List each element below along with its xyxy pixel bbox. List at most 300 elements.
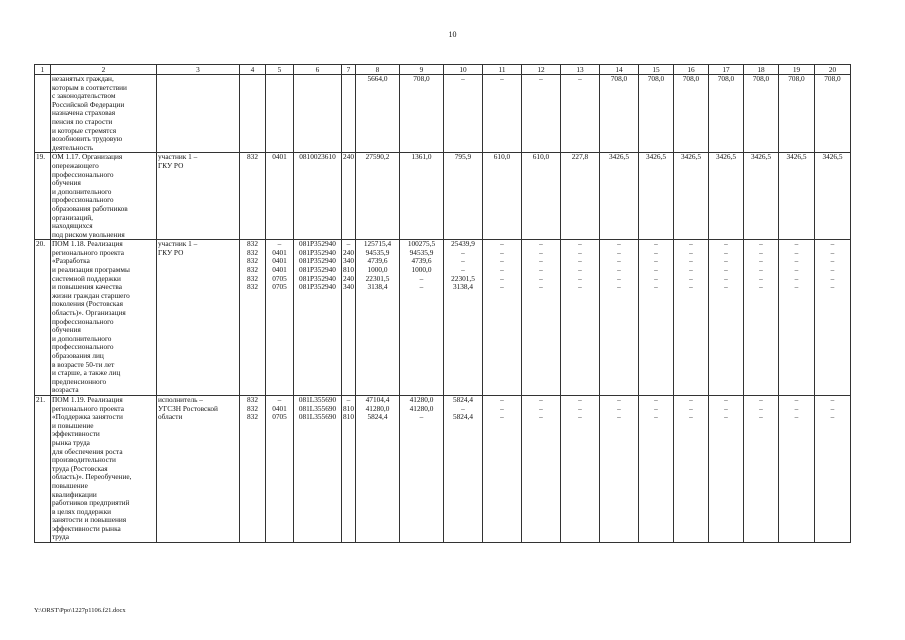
cell-line: –: [617, 403, 621, 413]
cell-line: незанятых граждан,: [52, 74, 114, 83]
cell-line: 27590,2: [365, 152, 390, 162]
table-cell-col-18: [744, 153, 779, 240]
cell-line: 3426,5: [680, 152, 702, 162]
cell-line: –: [830, 265, 835, 275]
table-cell-col-15: [639, 75, 674, 153]
cell-line: –: [539, 265, 543, 275]
cell-line: область)». Организация: [52, 308, 126, 318]
cell-line: 832: [247, 239, 258, 249]
cell-line: –: [578, 74, 582, 83]
cell-line: –: [830, 256, 835, 266]
table-cell-col-7: [342, 395, 356, 542]
cell-line: 125715,4: [363, 239, 392, 249]
cell-line: в целях поддержки: [52, 506, 112, 516]
cell-line: и повышения качества: [52, 282, 122, 292]
cell-line: –: [346, 395, 351, 404]
cell-line: –: [759, 412, 763, 422]
cell-line: 708,0: [717, 74, 735, 83]
cell-line: назначена страховая: [52, 108, 116, 118]
table-cell-col-15: [639, 395, 674, 542]
cell-line: [36, 75, 49, 84]
cell-line: –: [461, 247, 465, 257]
table-cell-col-9: [400, 395, 444, 542]
cell-line: образования работников: [52, 203, 128, 213]
cell-line: 081Р352940: [299, 273, 336, 283]
cell-line: –: [461, 403, 465, 413]
table-cell-col-5: [266, 153, 294, 240]
cell-line: возраста: [52, 385, 79, 395]
cell-line: –: [830, 403, 835, 413]
column-header-20: 20: [815, 65, 851, 75]
table-cell-col-5: [266, 75, 294, 153]
cell-line: 47104,4: [365, 395, 390, 404]
cell-line: –: [724, 247, 728, 257]
cell-line: –: [654, 273, 658, 283]
cell-line: –: [830, 282, 835, 292]
table-cell-col-10: [444, 75, 483, 153]
cell-line: «Поддержка занятости: [52, 412, 123, 422]
cell-line: занятости и повышения: [52, 515, 127, 525]
table-cell-col-9: [400, 240, 444, 396]
cell-line: которым в соответствии: [52, 82, 127, 92]
cell-line: –: [759, 247, 763, 257]
cell-line: 3426,5: [645, 152, 667, 162]
cell-line: ОМ 1.17. Организация: [52, 152, 123, 162]
cell-line: –: [617, 247, 621, 257]
cell-line: –: [654, 247, 658, 257]
cell-line: –: [500, 239, 504, 249]
cell-line: повышение: [52, 480, 88, 490]
table-cell-col-4: [240, 75, 266, 153]
cell-line: системной поддержки: [52, 273, 121, 283]
table-cell-col-12: [522, 153, 561, 240]
cell-line: работников предприятий: [52, 498, 130, 508]
table-cell-col-16: [674, 153, 709, 240]
cell-line: 340: [343, 282, 354, 292]
cell-line: [158, 75, 238, 84]
cell-line: труда (Ростовская: [52, 463, 108, 473]
cell-line: и реализация программы: [52, 265, 130, 275]
cell-line: 3426,5: [822, 152, 843, 162]
cell-line: –: [759, 265, 763, 275]
cell-line: –: [759, 403, 763, 413]
cell-line: 0810023610: [299, 152, 336, 162]
cell-line: –: [794, 395, 799, 404]
cell-line: предпенсионного: [52, 376, 107, 386]
cell-line: 081Р352940: [299, 239, 336, 249]
table-cell-col-15: [639, 240, 674, 396]
cell-line: 832: [247, 395, 258, 404]
cell-line: –: [617, 273, 621, 283]
cell-line: [295, 75, 340, 84]
cell-line: 3426,5: [750, 152, 772, 162]
cell-line: «Разработка: [52, 256, 90, 266]
cell-line: –: [617, 282, 621, 292]
cell-line: –: [617, 265, 621, 275]
cell-line: 832: [247, 247, 258, 257]
cell-line: –: [724, 395, 728, 404]
table-cell-col-20: [815, 240, 851, 396]
cell-line: участник 1 –: [158, 152, 198, 162]
column-header-3: 3: [157, 65, 240, 75]
cell-line: –: [500, 265, 504, 275]
cell-line: –: [277, 239, 282, 249]
cell-line: организаций,: [52, 212, 93, 222]
cell-line: 3426,5: [786, 152, 807, 162]
cell-line: –: [539, 395, 543, 404]
cell-line: 081Р352940: [299, 282, 336, 292]
cell-line: регионального проекта: [52, 247, 124, 257]
table-cell-col-8: [356, 153, 400, 240]
cell-line: 240: [343, 247, 354, 257]
table-cell-col-6: [294, 395, 342, 542]
budget-table: [34, 64, 851, 543]
table-cell-col-2: [51, 395, 157, 542]
cell-line: 340: [343, 256, 354, 266]
table-cell-col-17: [709, 153, 744, 240]
cell-line: –: [461, 74, 465, 83]
table-cell-col-6: [294, 75, 342, 153]
table-cell-col-13: [561, 153, 600, 240]
cell-line: –: [724, 412, 728, 422]
cell-line: –: [578, 403, 582, 413]
cell-line: 081L355690: [298, 395, 337, 404]
cell-line: 081Р352940: [299, 265, 336, 275]
column-header-10: 10: [444, 65, 483, 75]
table-cell-col-10: [444, 240, 483, 396]
cell-line: 21.: [36, 395, 46, 404]
cell-line: и повышение: [52, 420, 94, 430]
cell-line: ПОМ 1.18. Реализация: [52, 239, 123, 249]
column-header-4: 4: [240, 65, 266, 75]
cell-line: 810: [343, 412, 354, 422]
table-cell-col-20: [815, 153, 851, 240]
cell-line: 227,8: [571, 152, 589, 162]
table-cell-col-3: [157, 240, 240, 396]
cell-line: –: [539, 74, 543, 83]
cell-line: –: [794, 412, 799, 422]
cell-line: и старше, а также лиц: [52, 368, 121, 378]
cell-line: 0705: [272, 282, 287, 292]
table-cell-col-11: [483, 395, 522, 542]
table-cell-col-16: [674, 75, 709, 153]
table-cell-col-1: [35, 395, 51, 542]
table-cell-col-11: [483, 240, 522, 396]
cell-line: 3426,5: [608, 152, 630, 162]
cell-line: –: [759, 395, 763, 404]
table-cell-col-18: [744, 75, 779, 153]
cell-line: [241, 75, 264, 84]
table-cell-col-11: [483, 75, 522, 153]
cell-line: ПОМ 1.19. Реализация: [52, 395, 123, 404]
cell-line: 3426,5: [715, 152, 737, 162]
cell-line: 832: [247, 273, 258, 283]
cell-line: –: [759, 256, 763, 266]
cell-line: квалификации: [52, 489, 97, 499]
table-cell-col-8: [356, 395, 400, 542]
cell-line: обучения: [52, 325, 81, 335]
cell-line: –: [500, 395, 504, 404]
cell-line: –: [830, 247, 835, 257]
table-cell-col-7: [342, 75, 356, 153]
page-number: 10: [448, 30, 457, 39]
table-cell-col-14: [600, 153, 639, 240]
column-header-8: 8: [356, 65, 400, 75]
cell-line: 25439,9: [451, 239, 475, 249]
cell-line: –: [578, 395, 582, 404]
cell-line: область)». Переобучение,: [52, 472, 132, 482]
cell-line: 19.: [36, 152, 46, 162]
cell-line: –: [578, 282, 582, 292]
column-header-2: 2: [51, 65, 157, 75]
cell-line: –: [539, 239, 543, 249]
cell-line: участник 1 –: [158, 239, 198, 249]
cell-line: –: [419, 412, 424, 422]
table-cell-col-20: [815, 395, 851, 542]
cell-line: –: [500, 74, 504, 83]
cell-line: поколения (Ростовская: [52, 299, 123, 309]
column-header-13: 13: [561, 65, 600, 75]
cell-line: эффективности: [52, 429, 100, 439]
column-header-19: 19: [779, 65, 815, 75]
cell-line: –: [500, 256, 504, 266]
cell-line: находящихся: [52, 221, 93, 231]
cell-line: 0705: [272, 273, 287, 283]
table-cell-col-17: [709, 395, 744, 542]
table-row: [35, 153, 851, 240]
cell-line: 0401: [272, 256, 287, 266]
cell-line: 41280,0: [365, 403, 390, 413]
table-cell-col-8: [356, 240, 400, 396]
cell-line: и дополнительного: [52, 333, 112, 343]
cell-line: 94535,9: [409, 247, 434, 257]
table-cell-col-1: [35, 240, 51, 396]
cell-line: –: [724, 273, 728, 283]
cell-line: 708,0: [752, 74, 770, 83]
cell-line: –: [277, 395, 282, 404]
column-header-5: 5: [266, 65, 294, 75]
cell-line: –: [689, 256, 693, 266]
cell-line: 5824,4: [452, 412, 474, 422]
cell-line: –: [724, 256, 728, 266]
cell-line: –: [830, 239, 835, 249]
cell-line: –: [346, 239, 351, 249]
cell-line: 832: [247, 403, 258, 413]
cell-line: 708,0: [682, 74, 700, 83]
table-cell-col-17: [709, 75, 744, 153]
cell-line: профессионального: [52, 342, 114, 352]
cell-line: 610,0: [493, 152, 511, 162]
column-header-16: 16: [674, 65, 709, 75]
table-cell-col-19: [779, 75, 815, 153]
table-cell-col-12: [522, 75, 561, 153]
cell-line: –: [539, 412, 543, 422]
cell-line: пенсия по старости: [52, 116, 113, 126]
cell-line: 22301,5: [365, 273, 390, 283]
cell-line: –: [794, 247, 799, 257]
cell-line: 3138,4: [452, 282, 474, 292]
column-header-17: 17: [709, 65, 744, 75]
cell-line: –: [830, 273, 835, 283]
table-cell-col-12: [522, 395, 561, 542]
cell-line: 1361,0: [411, 152, 432, 162]
cell-line: возобновить трудовую: [52, 134, 123, 144]
cell-line: –: [578, 265, 582, 275]
file-path-footer: Y:\ORST\Ppo\1227p1106.f21.docx: [34, 607, 126, 614]
cell-line: –: [689, 395, 693, 404]
table-cell-col-10: [444, 153, 483, 240]
cell-line: обучения: [52, 178, 81, 188]
cell-line: –: [759, 282, 763, 292]
cell-line: –: [759, 239, 763, 249]
cell-line: –: [724, 239, 728, 249]
cell-line: 0401: [272, 265, 287, 275]
table-cell-col-1: [35, 75, 51, 153]
cell-line: 795,9: [454, 152, 472, 162]
cell-line: –: [724, 282, 728, 292]
table-cell-col-2: [51, 240, 157, 396]
cell-line: 5824,4: [452, 395, 474, 404]
cell-line: [267, 75, 292, 84]
cell-line: –: [654, 403, 658, 413]
cell-line: –: [654, 412, 658, 422]
cell-line: [343, 75, 354, 84]
cell-line: 708,0: [413, 74, 430, 83]
table-cell-col-10: [444, 395, 483, 542]
cell-line: и которые стремятся: [52, 125, 117, 135]
cell-line: –: [539, 256, 543, 266]
table-cell-col-18: [744, 240, 779, 396]
cell-line: –: [759, 273, 763, 283]
cell-line: 832: [247, 256, 258, 266]
cell-line: –: [617, 239, 621, 249]
table-cell-col-8: [356, 75, 400, 153]
cell-line: 41280,0: [409, 403, 434, 413]
cell-line: –: [578, 412, 582, 422]
cell-line: 810: [343, 403, 354, 413]
table-cell-col-2: [51, 153, 157, 240]
cell-line: 0401: [272, 247, 287, 257]
table-cell-col-19: [779, 395, 815, 542]
cell-line: –: [654, 256, 658, 266]
cell-line: –: [689, 247, 693, 257]
cell-line: 94535,9: [365, 247, 390, 257]
cell-line: 708,0: [647, 74, 665, 83]
cell-line: в возрасте 50-ти лет: [52, 359, 115, 369]
table-cell-col-16: [674, 395, 709, 542]
table-cell-col-2: [51, 75, 157, 153]
cell-line: –: [461, 265, 465, 275]
cell-line: 5664,0: [367, 74, 388, 83]
cell-line: –: [500, 273, 504, 283]
table-cell-col-3: [157, 75, 240, 153]
cell-line: 22301,5: [451, 273, 475, 283]
cell-line: 832: [247, 412, 258, 422]
table-cell-col-18: [744, 395, 779, 542]
column-header-1: 1: [35, 65, 51, 75]
table-row: [35, 240, 851, 396]
cell-line: –: [689, 282, 693, 292]
table-cell-col-19: [779, 153, 815, 240]
cell-line: 240: [343, 273, 354, 283]
cell-line: исполнитель –: [158, 395, 203, 404]
table-cell-col-17: [709, 240, 744, 396]
cell-line: –: [539, 247, 543, 257]
cell-line: 810: [343, 265, 354, 275]
cell-line: –: [617, 256, 621, 266]
cell-line: –: [578, 273, 582, 283]
column-header-6: 6: [294, 65, 342, 75]
column-header-18: 18: [744, 65, 779, 75]
cell-line: 832: [247, 152, 258, 162]
cell-line: –: [461, 256, 465, 266]
cell-line: 1000,0: [367, 265, 388, 275]
column-header-15: 15: [639, 65, 674, 75]
table-cell-col-14: [600, 240, 639, 396]
table-cell-col-14: [600, 75, 639, 153]
cell-line: –: [654, 239, 658, 249]
cell-line: –: [500, 247, 504, 257]
table-cell-col-20: [815, 75, 851, 153]
cell-line: –: [617, 395, 621, 404]
cell-line: –: [794, 265, 799, 275]
table-cell-col-9: [400, 153, 444, 240]
cell-line: –: [689, 403, 693, 413]
column-header-11: 11: [483, 65, 522, 75]
table-cell-col-7: [342, 240, 356, 396]
cell-line: 081L355690: [298, 403, 337, 413]
cell-line: ГКУ РО: [158, 247, 184, 257]
cell-line: эффективности рынка: [52, 523, 121, 533]
table-cell-col-3: [157, 395, 240, 542]
cell-line: –: [617, 412, 621, 422]
cell-line: –: [794, 239, 799, 249]
cell-line: 081Р352940: [299, 256, 336, 266]
table-row: [35, 75, 851, 153]
table-cell-col-9: [400, 75, 444, 153]
cell-line: –: [500, 282, 504, 292]
cell-line: –: [539, 273, 543, 283]
cell-line: области: [158, 412, 183, 422]
cell-line: 708,0: [824, 74, 841, 83]
cell-line: 832: [247, 265, 258, 275]
column-header-7: 7: [342, 65, 356, 75]
cell-line: –: [724, 265, 728, 275]
table-cell-col-4: [240, 395, 266, 542]
cell-line: 832: [247, 282, 258, 292]
cell-line: –: [500, 412, 504, 422]
cell-line: –: [830, 395, 835, 404]
table-cell-col-13: [561, 395, 600, 542]
cell-line: для обеспечения роста: [52, 446, 123, 456]
cell-line: 708,0: [788, 74, 805, 83]
cell-line: –: [724, 403, 728, 413]
cell-line: Российской Федерации: [52, 99, 125, 109]
cell-line: –: [689, 412, 693, 422]
cell-line: 0401: [272, 403, 287, 413]
cell-line: –: [794, 282, 799, 292]
cell-line: 100275,5: [407, 239, 436, 249]
cell-line: –: [500, 403, 504, 413]
table-cell-col-6: [294, 240, 342, 396]
cell-line: 3138,4: [367, 282, 388, 292]
cell-line: под риском увольнения: [52, 229, 125, 239]
table-cell-col-5: [266, 240, 294, 396]
cell-line: –: [539, 403, 543, 413]
cell-line: 5824,4: [367, 412, 388, 422]
cell-line: производительности: [52, 455, 116, 465]
cell-line: –: [830, 412, 835, 422]
